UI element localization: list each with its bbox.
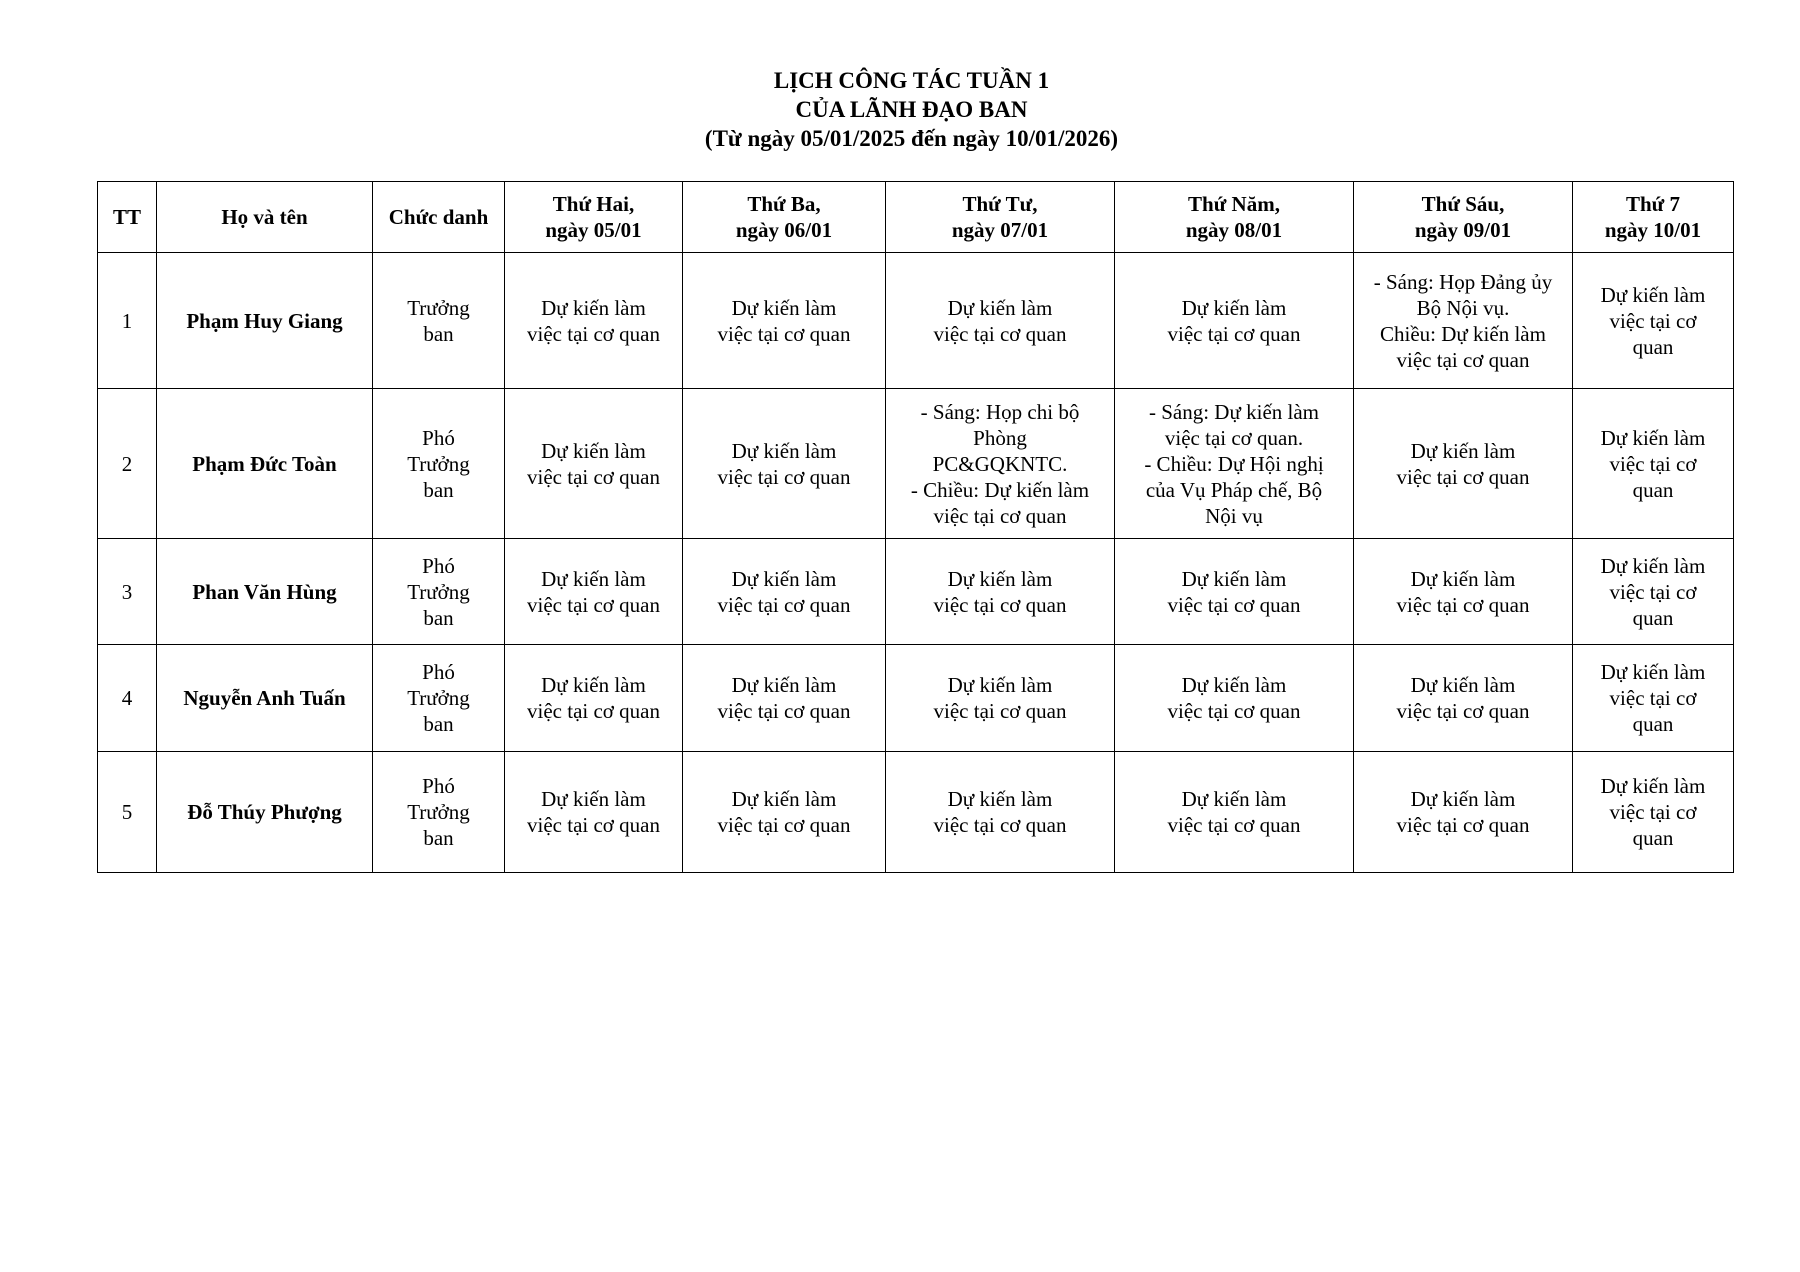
schedule-saturday: Dự kiến làm việc tại cơ quan xyxy=(1573,752,1734,873)
schedule-table xyxy=(97,181,1734,873)
person-name: Nguyễn Anh Tuấn xyxy=(157,645,373,752)
schedule-monday: Dự kiến làm việc tại cơ quan xyxy=(505,752,683,873)
schedule-monday: Dự kiến làm việc tại cơ quan xyxy=(505,389,683,539)
row-number: 5 xyxy=(98,752,157,873)
row-number: 1 xyxy=(98,253,157,389)
schedule-thursday: Dự kiến làm việc tại cơ quan xyxy=(1115,253,1354,389)
table-row xyxy=(98,389,1734,539)
job-title: Trưởng ban xyxy=(373,253,505,389)
person-name: Phạm Đức Toàn xyxy=(157,389,373,539)
header-thursday: Thứ Năm, ngày 08/01 xyxy=(1115,182,1354,253)
schedule-monday: Dự kiến làm việc tại cơ quan xyxy=(505,539,683,645)
table-row xyxy=(98,752,1734,873)
header-tt: TT xyxy=(98,182,157,253)
schedule-wednesday: Dự kiến làm việc tại cơ quan xyxy=(886,539,1115,645)
row-number: 2 xyxy=(98,389,157,539)
title-line-3: (Từ ngày 05/01/2025 đến ngày 10/01/2026) xyxy=(704,126,1119,151)
schedule-friday: Dự kiến làm việc tại cơ quan xyxy=(1354,389,1573,539)
header-friday: Thứ Sáu, ngày 09/01 xyxy=(1354,182,1573,253)
schedule-saturday: Dự kiến làm việc tại cơ quan xyxy=(1573,253,1734,389)
document-title xyxy=(0,66,1800,153)
schedule-friday: Dự kiến làm việc tại cơ quan xyxy=(1354,645,1573,752)
schedule-thursday: Dự kiến làm việc tại cơ quan xyxy=(1115,752,1354,873)
person-name: Phan Văn Hùng xyxy=(157,539,373,645)
person-name: Đỗ Thúy Phượng xyxy=(157,752,373,873)
row-number: 3 xyxy=(98,539,157,645)
title-line-1: LỊCH CÔNG TÁC TUẦN 1 xyxy=(773,68,1050,93)
schedule-saturday: Dự kiến làm việc tại cơ quan xyxy=(1573,539,1734,645)
schedule-tuesday: Dự kiến làm việc tại cơ quan xyxy=(683,752,886,873)
schedule-thursday: - Sáng: Dự kiến làm việc tại cơ quan. - Chiều: Dự Hội nghị của Vụ Pháp chế, Bộ Nội vụ xyxy=(1115,389,1354,539)
schedule-tuesday: Dự kiến làm việc tại cơ quan xyxy=(683,645,886,752)
header-wednesday: Thứ Tư, ngày 07/01 xyxy=(886,182,1115,253)
schedule-thursday: Dự kiến làm việc tại cơ quan xyxy=(1115,539,1354,645)
schedule-monday: Dự kiến làm việc tại cơ quan xyxy=(505,253,683,389)
schedule-tuesday: Dự kiến làm việc tại cơ quan xyxy=(683,389,886,539)
schedule-thursday: Dự kiến làm việc tại cơ quan xyxy=(1115,645,1354,752)
schedule-monday: Dự kiến làm việc tại cơ quan xyxy=(505,645,683,752)
schedule-wednesday: Dự kiến làm việc tại cơ quan xyxy=(886,752,1115,873)
person-name: Phạm Huy Giang xyxy=(157,253,373,389)
title-line-2: CỦA LÃNH ĐẠO BAN xyxy=(795,97,1028,122)
schedule-friday: - Sáng: Họp Đảng ủy Bộ Nội vụ. Chiều: Dự kiến làm việc tại cơ quan xyxy=(1354,253,1573,389)
table-row xyxy=(98,253,1734,389)
job-title: Phó Trưởng ban xyxy=(373,539,505,645)
header-saturday: Thứ 7 ngày 10/01 xyxy=(1573,182,1734,253)
schedule-wednesday: Dự kiến làm việc tại cơ quan xyxy=(886,645,1115,752)
header-tuesday: Thứ Ba, ngày 06/01 xyxy=(683,182,886,253)
schedule-tuesday: Dự kiến làm việc tại cơ quan xyxy=(683,253,886,389)
job-title: Phó Trưởng ban xyxy=(373,752,505,873)
row-number: 4 xyxy=(98,645,157,752)
header-row xyxy=(98,182,1734,253)
header-name: Họ và tên xyxy=(157,182,373,253)
header-title: Chức danh xyxy=(373,182,505,253)
schedule-friday: Dự kiến làm việc tại cơ quan xyxy=(1354,752,1573,873)
table-row xyxy=(98,645,1734,752)
schedule-saturday: Dự kiến làm việc tại cơ quan xyxy=(1573,645,1734,752)
table-row xyxy=(98,539,1734,645)
schedule-friday: Dự kiến làm việc tại cơ quan xyxy=(1354,539,1573,645)
header-monday: Thứ Hai, ngày 05/01 xyxy=(505,182,683,253)
schedule-wednesday: Dự kiến làm việc tại cơ quan xyxy=(886,253,1115,389)
job-title: Phó Trưởng ban xyxy=(373,645,505,752)
schedule-saturday: Dự kiến làm việc tại cơ quan xyxy=(1573,389,1734,539)
schedule-wednesday: - Sáng: Họp chi bộ Phòng PC&GQKNTC. - Chiều: Dự kiến làm việc tại cơ quan xyxy=(886,389,1115,539)
schedule-tuesday: Dự kiến làm việc tại cơ quan xyxy=(683,539,886,645)
job-title: Phó Trưởng ban xyxy=(373,389,505,539)
